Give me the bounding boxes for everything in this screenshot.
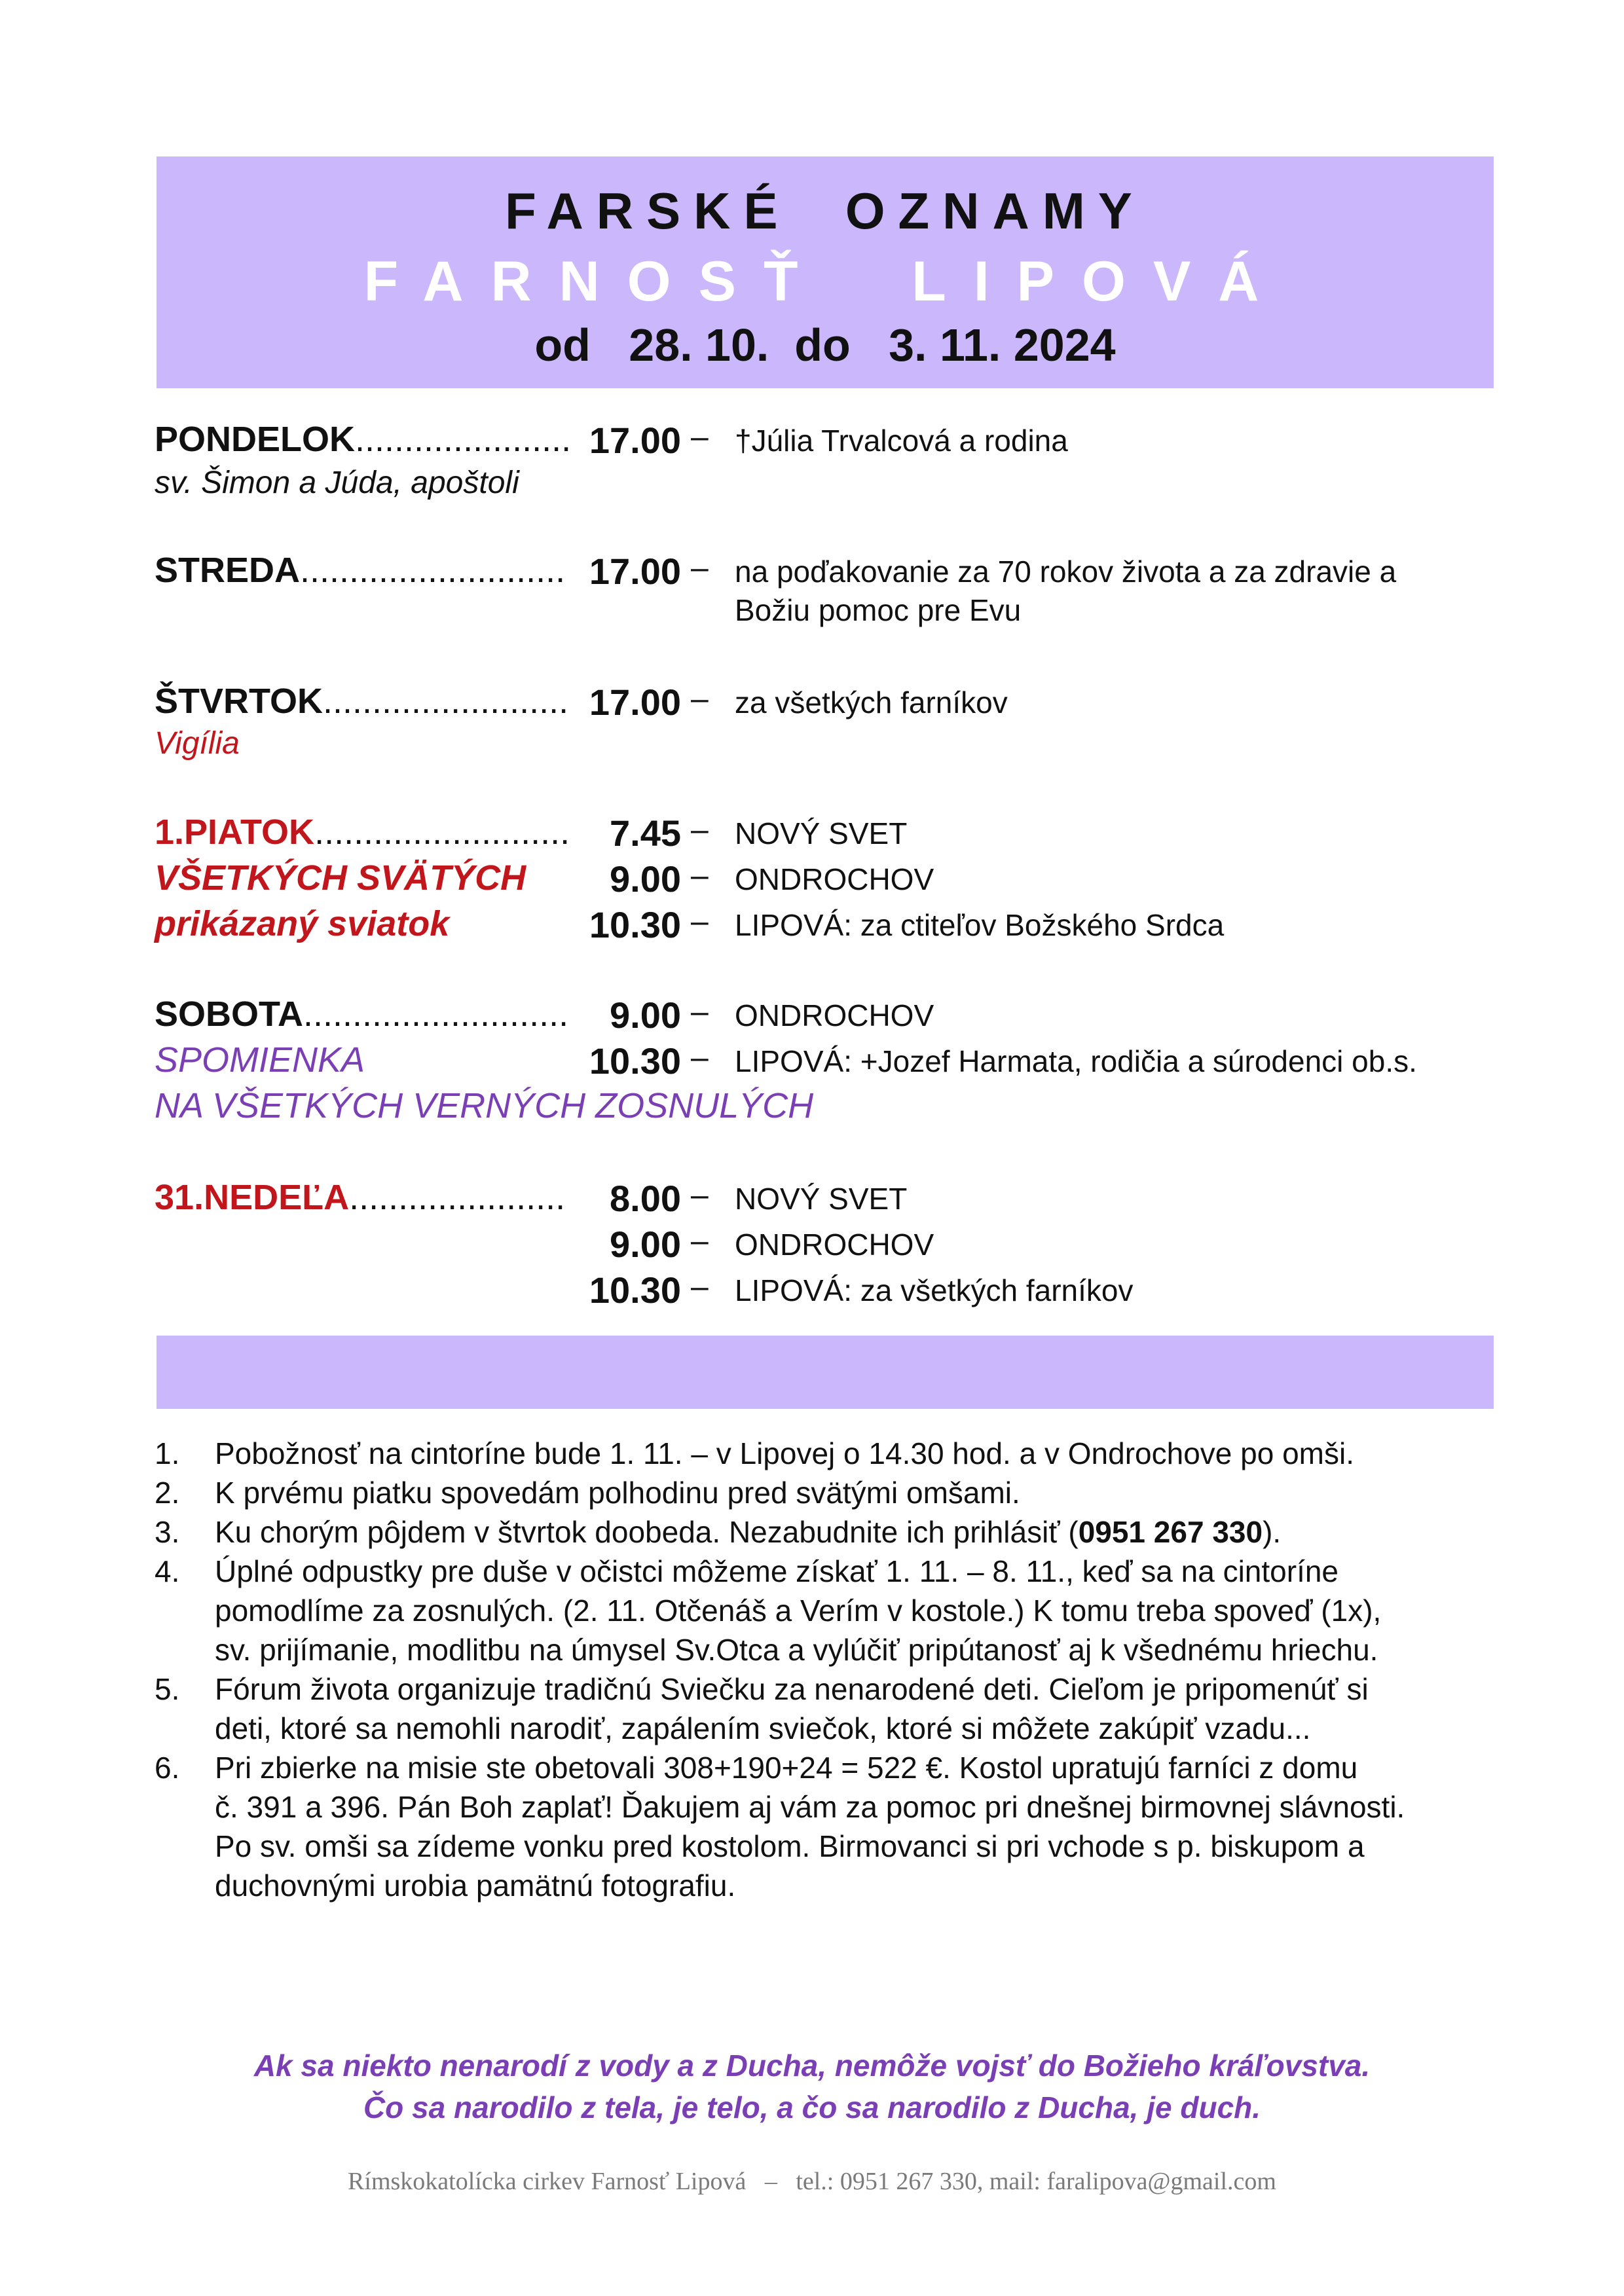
schedule-row-sunday-2	[0, 1223, 1624, 1269]
mass-intention: †Júlia Trvalcová a rodina	[735, 424, 1068, 458]
day-label: STREDA...........................	[155, 551, 566, 590]
announcement-number: 6.	[155, 1751, 180, 1785]
day-label: ŠTVRTOK.........................	[155, 682, 569, 721]
mass-time: 8.00	[610, 1178, 681, 1219]
day-label: 31.NEDEĽA......................	[155, 1178, 566, 1217]
mass-time: 17.00	[589, 420, 681, 461]
announcement-line: Fórum života organizuje tradičnú Sviečku za nenarodené deti. Cieľom je pripomenúť si	[215, 1672, 1369, 1706]
schedule-row-wednesday-cont	[0, 592, 1624, 638]
schedule-row-saturday-2	[0, 1040, 1624, 1085]
mass-place: ONDROCHOV	[735, 862, 934, 896]
dash: –	[691, 420, 709, 454]
mass-time: 10.30	[589, 904, 681, 945]
schedule-row-saturday-3	[0, 1085, 1624, 1131]
feast-note: Vigília	[155, 726, 240, 761]
schedule-row-thursday	[0, 681, 1624, 727]
feast-note: sv. Šimon a Júda, apoštoli	[155, 465, 519, 500]
mass-intention: na poďakovanie za 70 rokov života a za zdravie a	[735, 555, 1397, 589]
day-label: PONDELOK......................	[155, 420, 572, 459]
schedule-row-friday-1	[0, 812, 1624, 858]
mass-time: 17.00	[589, 551, 681, 592]
announcement-line: Ku chorým pôjdem v štvrtok doobeda. Nezabudnite ich prihlásiť (0951 267 330).	[215, 1515, 1282, 1549]
announcement-item	[155, 1512, 1497, 1552]
schedule-note-monday	[0, 465, 1624, 511]
announcement-line: sv. prijímanie, modlitbu na úmysel Sv.Otca a vylúčiť pripútanosť aj k všednému hriechu.	[215, 1633, 1378, 1667]
mass-time: 17.00	[589, 682, 681, 723]
scripture-quote-line2: Čo sa narodilo z tela, je telo, a čo sa narodilo z Ducha, je duch.	[363, 2090, 1261, 2124]
mass-place: LIPOVÁ: +Jozef Harmata, rodičia a súrodenci ob.s.	[735, 1044, 1417, 1078]
date-range: od 28. 10. do 3. 11. 2024	[534, 319, 1116, 371]
dash: –	[691, 1224, 709, 1258]
phone-number: 0951 267 330	[1078, 1515, 1263, 1549]
separator-band	[157, 1336, 1494, 1409]
mass-place: NOVÝ SVET	[735, 1182, 908, 1216]
mass-intention-cont: Božiu pomoc pre Evu	[735, 593, 1022, 627]
announcement-line: pomodlíme za zosnulých. (2. 11. Otčenáš a Verím v kostole.) K tomu treba spoveď (1x),	[215, 1594, 1382, 1628]
mass-intention: za všetkých farníkov	[735, 685, 1008, 720]
mass-place: ONDROCHOV	[735, 1228, 934, 1262]
schedule-note-thursday	[0, 725, 1624, 771]
dash: –	[691, 1040, 709, 1075]
schedule-row-friday-3	[0, 903, 1624, 949]
header-banner	[157, 156, 1494, 388]
announcement-number: 1.	[155, 1436, 180, 1470]
announcement-item	[155, 1669, 1497, 1748]
announcement-line: K prvému piatku spovedám polhodinu pred svätými omšami.	[215, 1476, 1020, 1510]
mass-time: 9.00	[610, 994, 681, 1036]
dash: –	[691, 682, 709, 716]
schedule-row-saturday-1	[0, 994, 1624, 1040]
dash: –	[691, 858, 709, 893]
schedule-row-friday-2	[0, 858, 1624, 903]
footer-contact: Rímskokatolícka cirkev Farnosť Lipová – tel.: 0951 267 330, mail: faralipova@gmail.com	[348, 2168, 1276, 2195]
scripture-quote-line1: Ak sa niekto nenarodí z vody a z Ducha, nemôže vojsť do Božieho kráľovstva.	[253, 2049, 1371, 2083]
announcement-line: Úplné odpustky pre duše v očistci môžeme získať 1. 11. – 8. 11., keď sa na cintoríne	[215, 1554, 1339, 1588]
announcement-line: duchovnými urobia pamätnú fotografiu.	[215, 1868, 736, 1903]
schedule-row-sunday-3	[0, 1269, 1624, 1315]
schedule-row-monday	[0, 419, 1624, 465]
schedule-row-sunday-1	[0, 1177, 1624, 1223]
mass-time: 7.45	[610, 812, 681, 854]
announcement-item	[155, 1434, 1497, 1473]
feast-note: prikázaný sviatok	[155, 904, 450, 943]
announcement-number: 3.	[155, 1515, 180, 1549]
dash: –	[691, 904, 709, 939]
dash: –	[691, 551, 709, 585]
announcement-number: 4.	[155, 1554, 180, 1588]
announcement-line: Po sv. omši sa zídeme vonku pred kostolom. Birmovanci si pri vchode s p. biskupom a	[215, 1829, 1365, 1863]
parish-name: FARNOSŤ LIPOVÁ	[363, 250, 1287, 313]
announcement-number: 2.	[155, 1476, 180, 1510]
feast-name-cont: NA VŠETKÝCH VERNÝCH ZOSNULÝCH	[155, 1086, 814, 1125]
dash: –	[691, 812, 709, 847]
mass-place: NOVÝ SVET	[735, 816, 908, 850]
dash: –	[691, 1178, 709, 1212]
announcement-line: č. 391 a 396. Pán Boh zaplať! Ďakujem aj vám za pomoc pri dnešnej birmovnej slávnosti.	[215, 1790, 1405, 1824]
announcement-item	[155, 1473, 1497, 1512]
announcement-item	[155, 1552, 1497, 1669]
mass-time: 9.00	[610, 858, 681, 900]
announcement-line: Pri zbierke na misie ste obetovali 308+190+24 = 522 €. Kostol upratujú farníci z domu	[215, 1751, 1358, 1785]
announcement-line: deti, ktoré sa nemohli narodiť, zapálením sviečok, ktoré si môžete zakúpiť vzadu...	[215, 1711, 1311, 1745]
announcements-list	[155, 1434, 1497, 1905]
feast-name: VŠETKÝCH SVÄTÝCH	[155, 858, 526, 898]
mass-place: LIPOVÁ: za všetkých farníkov	[735, 1273, 1134, 1307]
schedule-row-wednesday	[0, 550, 1624, 596]
mass-place: LIPOVÁ: za ctiteľov Božského Srdca	[735, 908, 1225, 942]
page-title: FARSKÉ OZNAMY	[505, 182, 1145, 240]
day-label: SOBOTA...........................	[155, 994, 569, 1034]
day-label: 1.PIATOK..........................	[155, 812, 570, 852]
feast-name: SPOMIENKA	[155, 1040, 365, 1080]
dash: –	[691, 994, 709, 1029]
announcement-number: 5.	[155, 1672, 180, 1706]
mass-time: 10.30	[589, 1040, 681, 1082]
announcement-item	[155, 1748, 1497, 1905]
mass-time: 9.00	[610, 1224, 681, 1265]
announcement-line: Pobožnosť na cintoríne bude 1. 11. – v Lipovej o 14.30 hod. a v Ondrochove po omši.	[215, 1436, 1354, 1470]
dash: –	[691, 1269, 709, 1304]
mass-time: 10.30	[589, 1269, 681, 1311]
mass-place: ONDROCHOV	[735, 998, 934, 1032]
